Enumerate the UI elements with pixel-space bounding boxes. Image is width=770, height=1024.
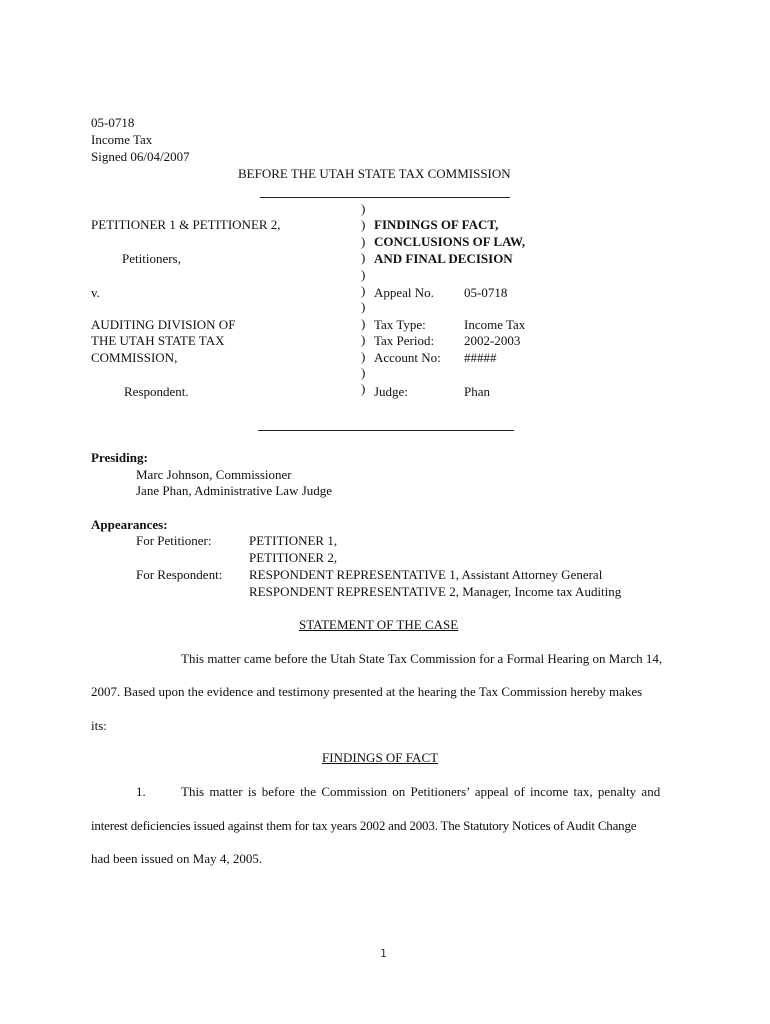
respondent-appearance-2: RESPONDENT REPRESENTATIVE 2, Manager, Income tax Auditing [249,584,622,599]
petitioner-appearance-1: PETITIONER 1, [249,533,338,548]
case-number: 05-0718 [91,115,135,130]
for-respondent-label: For Respondent: [136,567,223,582]
finding-1-line-3: had been issued on May 4, 2005. [91,851,263,866]
presiding-member-1: Marc Johnson, Commissioner [136,467,292,482]
respondent-line-3: COMMISSION, [91,350,178,365]
respondent-appearance-1: RESPONDENT REPRESENTATIVE 1, Assistant Attorney General [249,567,603,582]
respondent-label: Respondent. [124,384,189,399]
judge-label: Judge: [374,384,408,399]
finding-number-1: 1. [136,784,146,799]
statement-line-3: its: [91,718,107,733]
signed-date: Signed 06/04/2007 [91,149,190,164]
account-label: Account No: [374,350,441,365]
divider-top [260,197,510,198]
finding-1-line-1: This matter is before the Commission on Petitioners’ appeal of income tax, penalty and [181,784,661,799]
appeal-label: Appeal No. [374,285,434,300]
tax-period-label: Tax Period: [374,333,435,348]
statement-line-1: This matter came before the Utah State Tax Commission for a Formal Hearing on March 14, [181,651,663,666]
statement-heading: STATEMENT OF THE CASE [299,617,459,632]
caption-paren-column: ) ) ) ) ) ) ) ) ) ) ) ) [361,201,366,397]
presiding-heading: Presiding: [91,450,148,465]
respondent-line-1: AUDITING DIVISION OF [91,317,236,332]
for-petitioner-label: For Petitioner: [136,533,212,548]
finding-1-line-2: interest deficiencies issued against them for tax years 2002 and 2003. The Statutory Notices of Audit Change [91,818,637,833]
tax-type-value: Income Tax [464,317,526,332]
respondent-line-2: THE UTAH STATE TAX [91,333,225,348]
doc-title-line-1: FINDINGS OF FACT, [374,217,499,232]
versus: v. [91,285,100,300]
doc-title-line-2: CONCLUSIONS OF LAW, [374,234,526,249]
judge-value: Phan [464,384,490,399]
appearances-heading: Appearances: [91,517,168,532]
tax-type-label: Tax Type: [374,317,426,332]
tax-period-value: 2002-2003 [464,333,521,348]
account-value: ##### [464,350,497,365]
statement-line-2: 2007. Based upon the evidence and testimony presented at the hearing the Tax Commission hereby makes [91,684,643,699]
appeal-value: 05-0718 [464,285,508,300]
court-title: BEFORE THE UTAH STATE TAX COMMISSION [238,166,511,181]
petitioner-name: PETITIONER 1 & PETITIONER 2, [91,217,281,232]
doc-title-line-3: AND FINAL DECISION [374,251,513,266]
divider-bottom [258,430,514,431]
findings-heading: FINDINGS OF FACT [322,750,439,765]
presiding-member-2: Jane Phan, Administrative Law Judge [136,483,333,498]
petitioner-appearance-2: PETITIONER 2, [249,550,338,565]
case-type: Income Tax [91,132,153,147]
page-number: 1 [380,947,387,960]
petitioners-label: Petitioners, [122,251,181,266]
